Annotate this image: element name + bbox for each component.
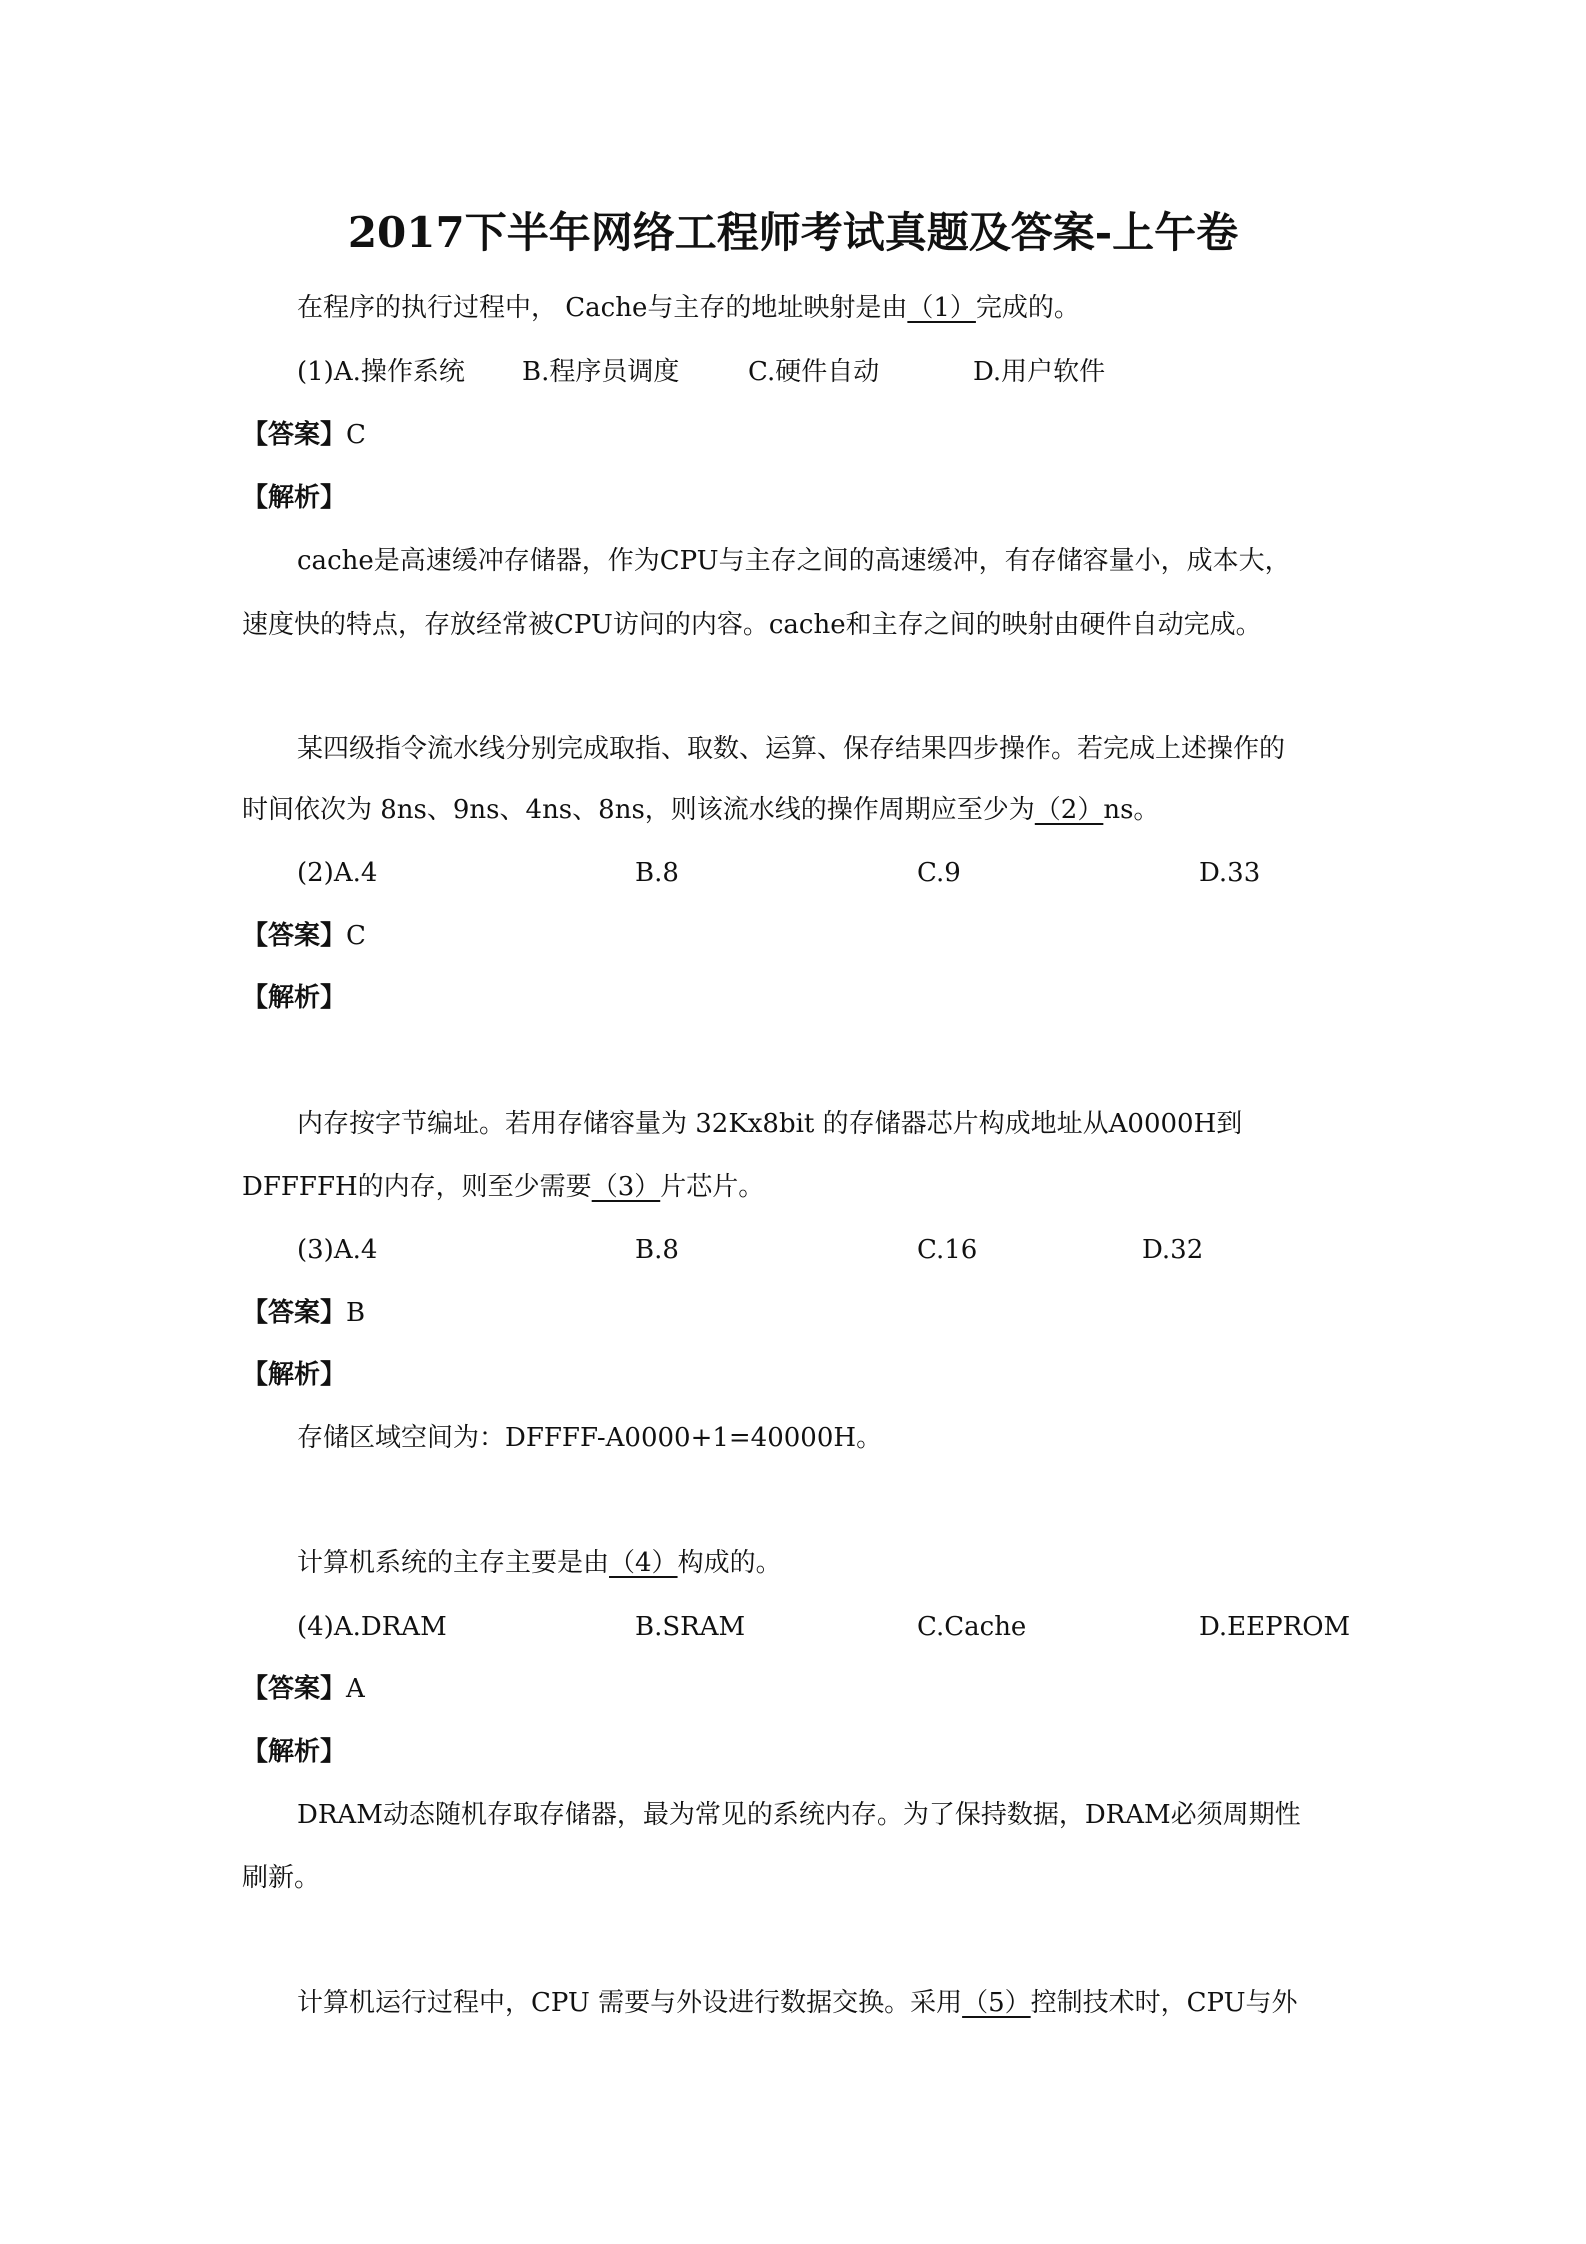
page-title: 2017下半年网络工程师考试真题及答案-上午卷 [347, 208, 1239, 257]
q2-answer [242, 918, 366, 954]
q4-analysis-label: 【解析】 [242, 1737, 347, 1767]
q1-analysis-line-1: cache是高速缓冲存储器，作为CPU与主存之间的高速缓冲，有存储容量小，成本大， [297, 546, 1291, 576]
q2-stem-line-2 [242, 792, 1159, 828]
q4-analysis-line-1: DRAM动态随机存取存储器，最为常见的系统内存。为了保持数据，DRAM必须周期性 [297, 1800, 1301, 1830]
q1-option-a: (1)A.操作系统 [297, 357, 465, 387]
q3-blank: （3） [591, 1172, 661, 1202]
q3-analysis-label: 【解析】 [242, 1360, 347, 1390]
q1-answer [242, 417, 366, 453]
question-5-stem [297, 1985, 1298, 2021]
q1-option-c: C.硬件自动 [748, 357, 880, 387]
q2-stem-text: 时间依次为 8ns、9ns、4ns、8ns，则该流水线的操作周期应至少为 [242, 795, 1035, 825]
answer-value: C [346, 921, 366, 951]
q5-blank: （5） [962, 1988, 1031, 2018]
q3-stem-line-1: 内存按字节编址。若用存储容量为 32Kx8bit 的存储器芯片构成地址从A0000H到 [297, 1109, 1243, 1139]
q3-stem-text: DFFFFH的内存，则至少需要 [242, 1172, 592, 1202]
answer-label: 【答案】 [242, 921, 347, 951]
q4-analysis-line-2: 刷新。 [242, 1863, 321, 1893]
q5-stem-end: 控制技术时，CPU与外 [1030, 1988, 1298, 2018]
question-4-stem [297, 1545, 782, 1581]
q1-option-b: B.程序员调度 [522, 357, 680, 387]
q1-analysis-line-2: 速度快的特点，存放经常被CPU访问的内容。cache和主存之间的映射由硬件自动完成。 [242, 610, 1262, 640]
q4-stem-end: 构成的。 [677, 1548, 782, 1578]
q3-option-c: C.16 [917, 1235, 978, 1265]
q3-stem-end: 片芯片。 [660, 1172, 765, 1202]
q4-option-a: (4)A.DRAM [297, 1612, 447, 1642]
question-1-stem [297, 290, 1080, 326]
q3-option-b: B.8 [635, 1235, 679, 1265]
q1-stem-text: 在程序的执行过程中， Cache与主存的地址映射是由 [297, 293, 908, 323]
q3-stem-line-2 [242, 1169, 764, 1205]
q3-analysis-line-1: 存储区域空间为：DFFFF-A0000+1=40000H。 [297, 1423, 883, 1453]
q3-option-d: D.32 [1142, 1235, 1204, 1265]
q2-option-b: B.8 [635, 858, 679, 888]
q4-answer [242, 1671, 365, 1707]
q4-option-c: C.Cache [917, 1612, 1027, 1642]
q4-blank: （4） [609, 1548, 678, 1578]
answer-value: C [346, 420, 366, 450]
q2-stem-end: ns。 [1103, 795, 1160, 825]
q1-option-d: D.用户软件 [973, 357, 1106, 387]
q4-option-d: D.EEPROM [1199, 1612, 1351, 1642]
q3-option-a: (3)A.4 [297, 1235, 378, 1265]
q3-answer [242, 1295, 365, 1331]
q2-blank: （2） [1034, 795, 1104, 825]
q2-option-a: (2)A.4 [297, 858, 378, 888]
q2-stem-line-1: 某四级指令流水线分别完成取指、取数、运算、保存结果四步操作。若完成上述操作的 [297, 734, 1286, 764]
q1-stem-end: 完成的。 [975, 293, 1080, 323]
q5-stem-text: 计算机运行过程中，CPU 需要与外设进行数据交换。采用 [297, 1988, 963, 2018]
q1-blank: （1） [907, 293, 976, 323]
q1-analysis-label: 【解析】 [242, 483, 347, 513]
answer-label: 【答案】 [242, 420, 347, 450]
q2-option-d: D.33 [1199, 858, 1261, 888]
q4-option-b: B.SRAM [635, 1612, 746, 1642]
q2-analysis-label: 【解析】 [242, 983, 347, 1013]
answer-value: A [346, 1674, 365, 1704]
q4-stem-text: 计算机系统的主存主要是由 [297, 1548, 610, 1578]
q2-option-c: C.9 [917, 858, 961, 888]
answer-label: 【答案】 [242, 1298, 347, 1328]
answer-value: B [346, 1298, 366, 1328]
answer-label: 【答案】 [242, 1674, 347, 1704]
